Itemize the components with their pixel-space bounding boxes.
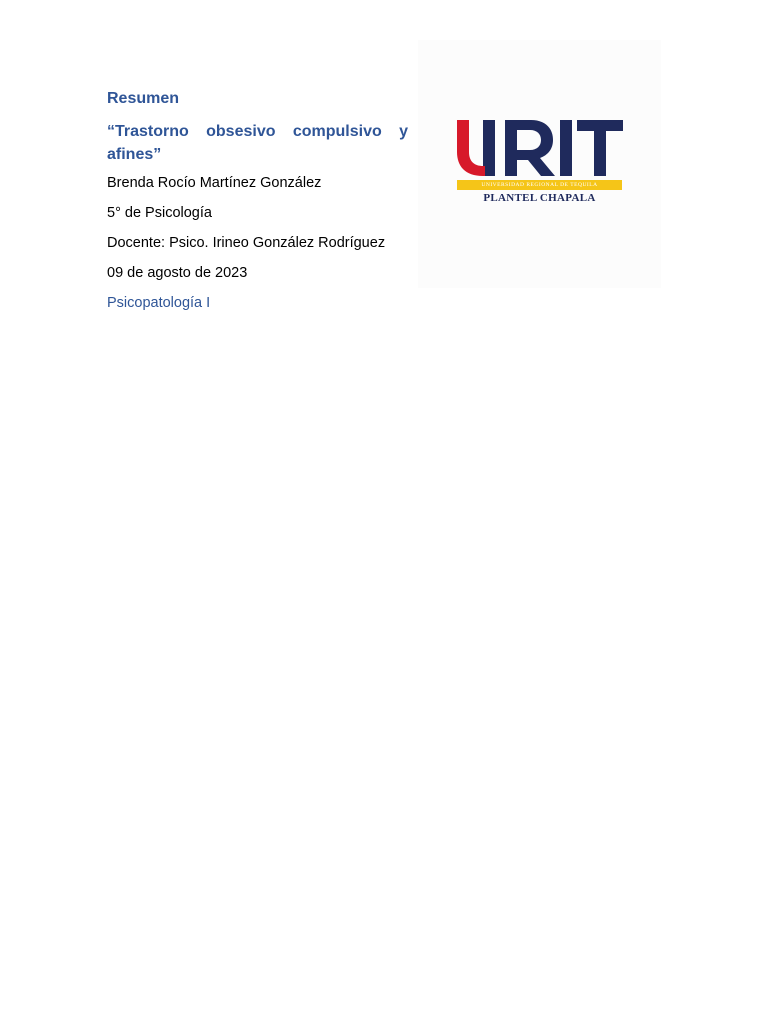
grade-level: 5° de Psicología [107,205,212,221]
logo-campus-name: PLANTEL CHAPALA [483,192,596,204]
university-logo [418,40,661,288]
teacher-name: Docente: Psico. Irineo González Rodríguez [107,235,386,251]
document-date: 09 de agosto de 2023 [107,265,248,281]
urit-wordmark [455,114,625,178]
cover-text [107,88,408,323]
logo-band-text: UNIVERSIDAD REGIONAL DE TEQUILA [481,182,598,188]
section-heading: Resumen [107,90,180,107]
subject-name: Psicopatología I [107,295,211,311]
logo-band [457,180,622,190]
author-name: Brenda Rocío Martínez González [107,175,322,191]
document-title: “Trastorno obsesivo compulsivo y afines” [107,123,408,163]
